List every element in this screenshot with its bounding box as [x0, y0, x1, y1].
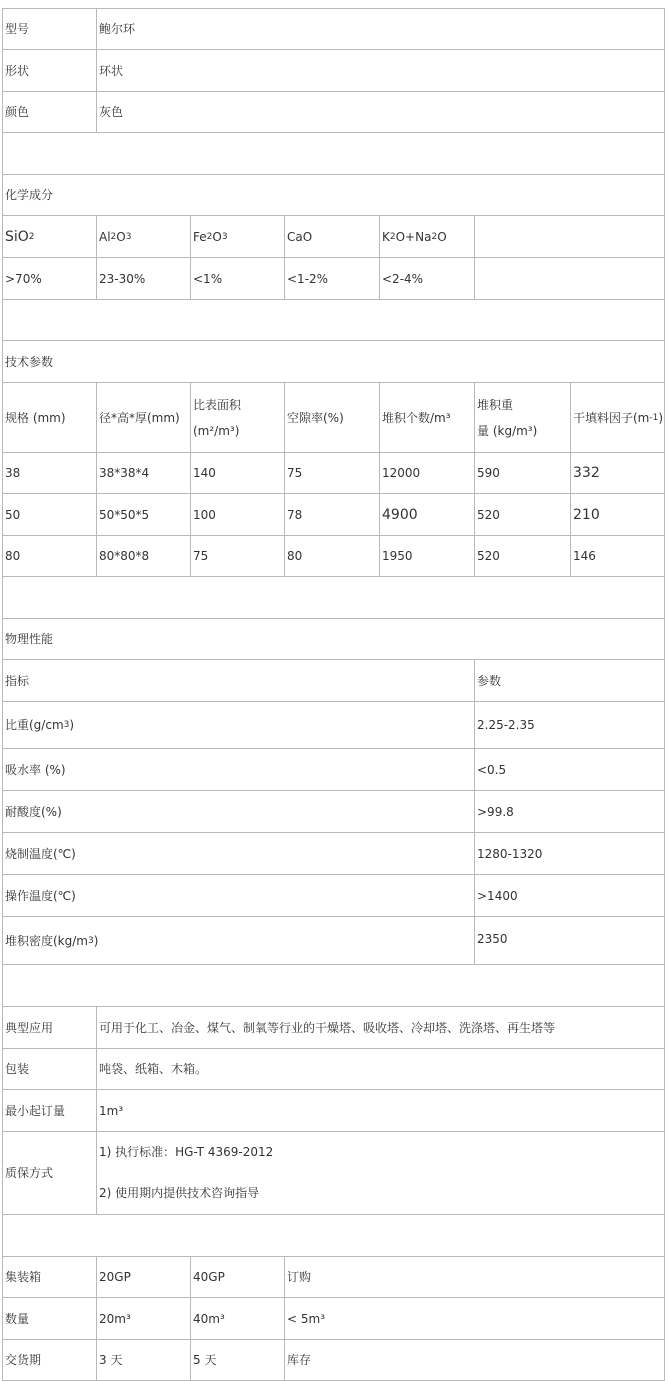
- chem-empty: [475, 258, 664, 299]
- ship-cell: 40GP: [191, 1257, 285, 1297]
- phys-label: 烧制温度(℃): [3, 833, 475, 874]
- tech-cell: 140: [191, 453, 285, 493]
- tech-cell: 210: [573, 506, 600, 523]
- ship-cell: 20GP: [97, 1257, 191, 1297]
- phys-title-row: [2, 619, 665, 660]
- phys-label: 吸水率 (%): [3, 749, 475, 790]
- chem-empty: [475, 216, 664, 257]
- tech-cell: 80*80*8: [97, 536, 191, 576]
- tech-header-void: 空隙率(%): [285, 383, 380, 452]
- tech-header-spec: 规格 (mm): [3, 383, 97, 452]
- chem-al2o3: Al 2 O 3: [97, 216, 191, 257]
- info-row-warranty: [2, 1132, 665, 1215]
- phys-value: <0.5: [477, 762, 507, 777]
- spacer-row: [2, 133, 665, 175]
- shape-value: 环状: [99, 63, 124, 78]
- color-label: 颜色: [3, 92, 97, 132]
- chem-fe2o3: Fe 2 O 3: [191, 216, 285, 257]
- ship-cell: 库存: [287, 1353, 312, 1367]
- phys-value: 2.25-2.35: [477, 718, 535, 732]
- tech-cell: 80: [285, 536, 380, 576]
- phys-header-label: 指标: [3, 660, 475, 701]
- chem-value-row: [2, 258, 665, 300]
- ship-cell: 订购: [287, 1270, 312, 1284]
- tech-cell: 38*38*4: [97, 453, 191, 493]
- tech-cell: 332: [573, 465, 600, 481]
- phys-row: [2, 749, 665, 791]
- moq-label: 最小起订量: [3, 1090, 97, 1131]
- row-model: [2, 8, 665, 50]
- phys-label: 操作温度(℃): [3, 875, 475, 916]
- shape-label: 形状: [3, 50, 97, 91]
- ship-cell: 40m³: [191, 1298, 285, 1339]
- tech-cell: 520: [475, 494, 571, 535]
- ship-row: [2, 1298, 665, 1340]
- ship-cell: 5 天: [191, 1340, 285, 1380]
- tech-cell: 80: [3, 536, 97, 576]
- chem-title-row: [2, 175, 665, 216]
- tech-cell: 75: [191, 536, 285, 576]
- tech-cell: 146: [573, 549, 596, 563]
- chem-k2o-na2o: K 2 O+Na 2 O: [380, 216, 475, 257]
- ship-cell: < 5m³: [287, 1311, 326, 1326]
- tech-title: 技术参数: [5, 354, 54, 369]
- spacer-row: [2, 1215, 665, 1257]
- spacer-row: [2, 965, 665, 1007]
- tech-row: [2, 453, 665, 494]
- phys-row: [2, 702, 665, 749]
- ship-cell: 交货期: [3, 1340, 97, 1380]
- warranty-cell: [97, 1132, 664, 1214]
- phys-title: 物理性能: [5, 632, 54, 646]
- tech-cell: 520: [475, 536, 571, 576]
- ship-cell: 数量: [3, 1298, 97, 1339]
- tech-cell: 78: [285, 494, 380, 535]
- chem-value: >70%: [3, 258, 97, 299]
- moq-value: 1m³: [99, 1103, 124, 1118]
- ship-cell: 20m³: [97, 1298, 191, 1339]
- tech-row: [2, 494, 665, 536]
- packaging-label: 包装: [3, 1049, 97, 1089]
- tech-header-row: [2, 383, 665, 453]
- tech-title-row: [2, 341, 665, 383]
- info-row-moq: [2, 1090, 665, 1132]
- phys-value: 2350: [477, 932, 508, 946]
- phys-row: [2, 833, 665, 875]
- tech-header-dims: 径*高*厚(mm): [97, 383, 191, 452]
- tech-cell: 100: [191, 494, 285, 535]
- spacer-row: [2, 300, 665, 341]
- tech-cell: 50: [3, 494, 97, 535]
- tech-header-area: 比表面积 (m²/m³): [191, 383, 285, 452]
- phys-row: [2, 875, 665, 917]
- chem-cao: CaO: [285, 216, 380, 257]
- chem-value: 23-30%: [97, 258, 191, 299]
- tech-cell: 75: [285, 453, 380, 493]
- info-row-packaging: [2, 1049, 665, 1090]
- row-shape: [2, 50, 665, 92]
- phys-label: 耐酸度(%): [3, 791, 475, 832]
- tech-header-count: 堆积个数/m³: [380, 383, 475, 452]
- tech-header-weight: 堆积重 量 (kg/m³): [475, 383, 571, 452]
- chem-value: <1-2%: [285, 258, 380, 299]
- warranty-label: 质保方式: [3, 1132, 97, 1214]
- phys-row: [2, 917, 665, 965]
- color-value: 灰色: [99, 105, 124, 119]
- chem-value: <1%: [191, 258, 285, 299]
- tech-cell: 50*50*5: [97, 494, 191, 535]
- phys-value: 1280-1320: [477, 846, 543, 861]
- tech-header-factor: 干填料因子(m -1 ): [573, 410, 664, 425]
- model-label: 型号: [3, 9, 97, 49]
- ship-row: [2, 1340, 665, 1381]
- chem-value: <2-4%: [380, 258, 475, 299]
- chem-sio2: SiO 2: [3, 216, 97, 257]
- spacer-row: [2, 577, 665, 619]
- phys-header-row: [2, 660, 665, 702]
- phys-value: >1400: [477, 888, 518, 903]
- application-label: 典型应用: [3, 1007, 97, 1048]
- model-value: 鲍尔环: [99, 22, 136, 36]
- warranty-item: 1) 执行标准：HG-T 4369-2012: [99, 1145, 274, 1160]
- tech-cell: 4900: [380, 494, 475, 535]
- tech-cell: 12000: [380, 453, 475, 493]
- phys-value: >99.8: [477, 804, 514, 819]
- spec-table: [2, 8, 665, 1381]
- phys-label: 堆积密度(kg/m 3 ): [3, 917, 475, 964]
- packaging-value: 吨袋、纸箱、木箱。: [99, 1062, 208, 1076]
- phys-header-value: 参数: [477, 673, 502, 688]
- tech-row: [2, 536, 665, 577]
- chem-header-row: [2, 216, 665, 258]
- ship-row: [2, 1257, 665, 1298]
- warranty-item: 2) 使用期内提供技术咨询指导: [99, 1186, 260, 1201]
- phys-row: [2, 791, 665, 833]
- ship-cell: 3 天: [97, 1340, 191, 1380]
- ship-cell: 集装箱: [3, 1257, 97, 1297]
- row-color: [2, 92, 665, 133]
- application-value: 可用于化工、冶金、煤气、制氧等行业的干燥塔、吸收塔、冷却塔、洗涤塔、再生塔等: [99, 1020, 556, 1035]
- tech-cell: 590: [475, 453, 571, 493]
- phys-label: 比重(g/cm 3 ): [3, 702, 475, 748]
- chem-title: 化学成分: [5, 188, 54, 202]
- tech-cell: 1950: [380, 536, 475, 576]
- info-row-application: [2, 1007, 665, 1049]
- tech-cell: 38: [3, 453, 97, 493]
